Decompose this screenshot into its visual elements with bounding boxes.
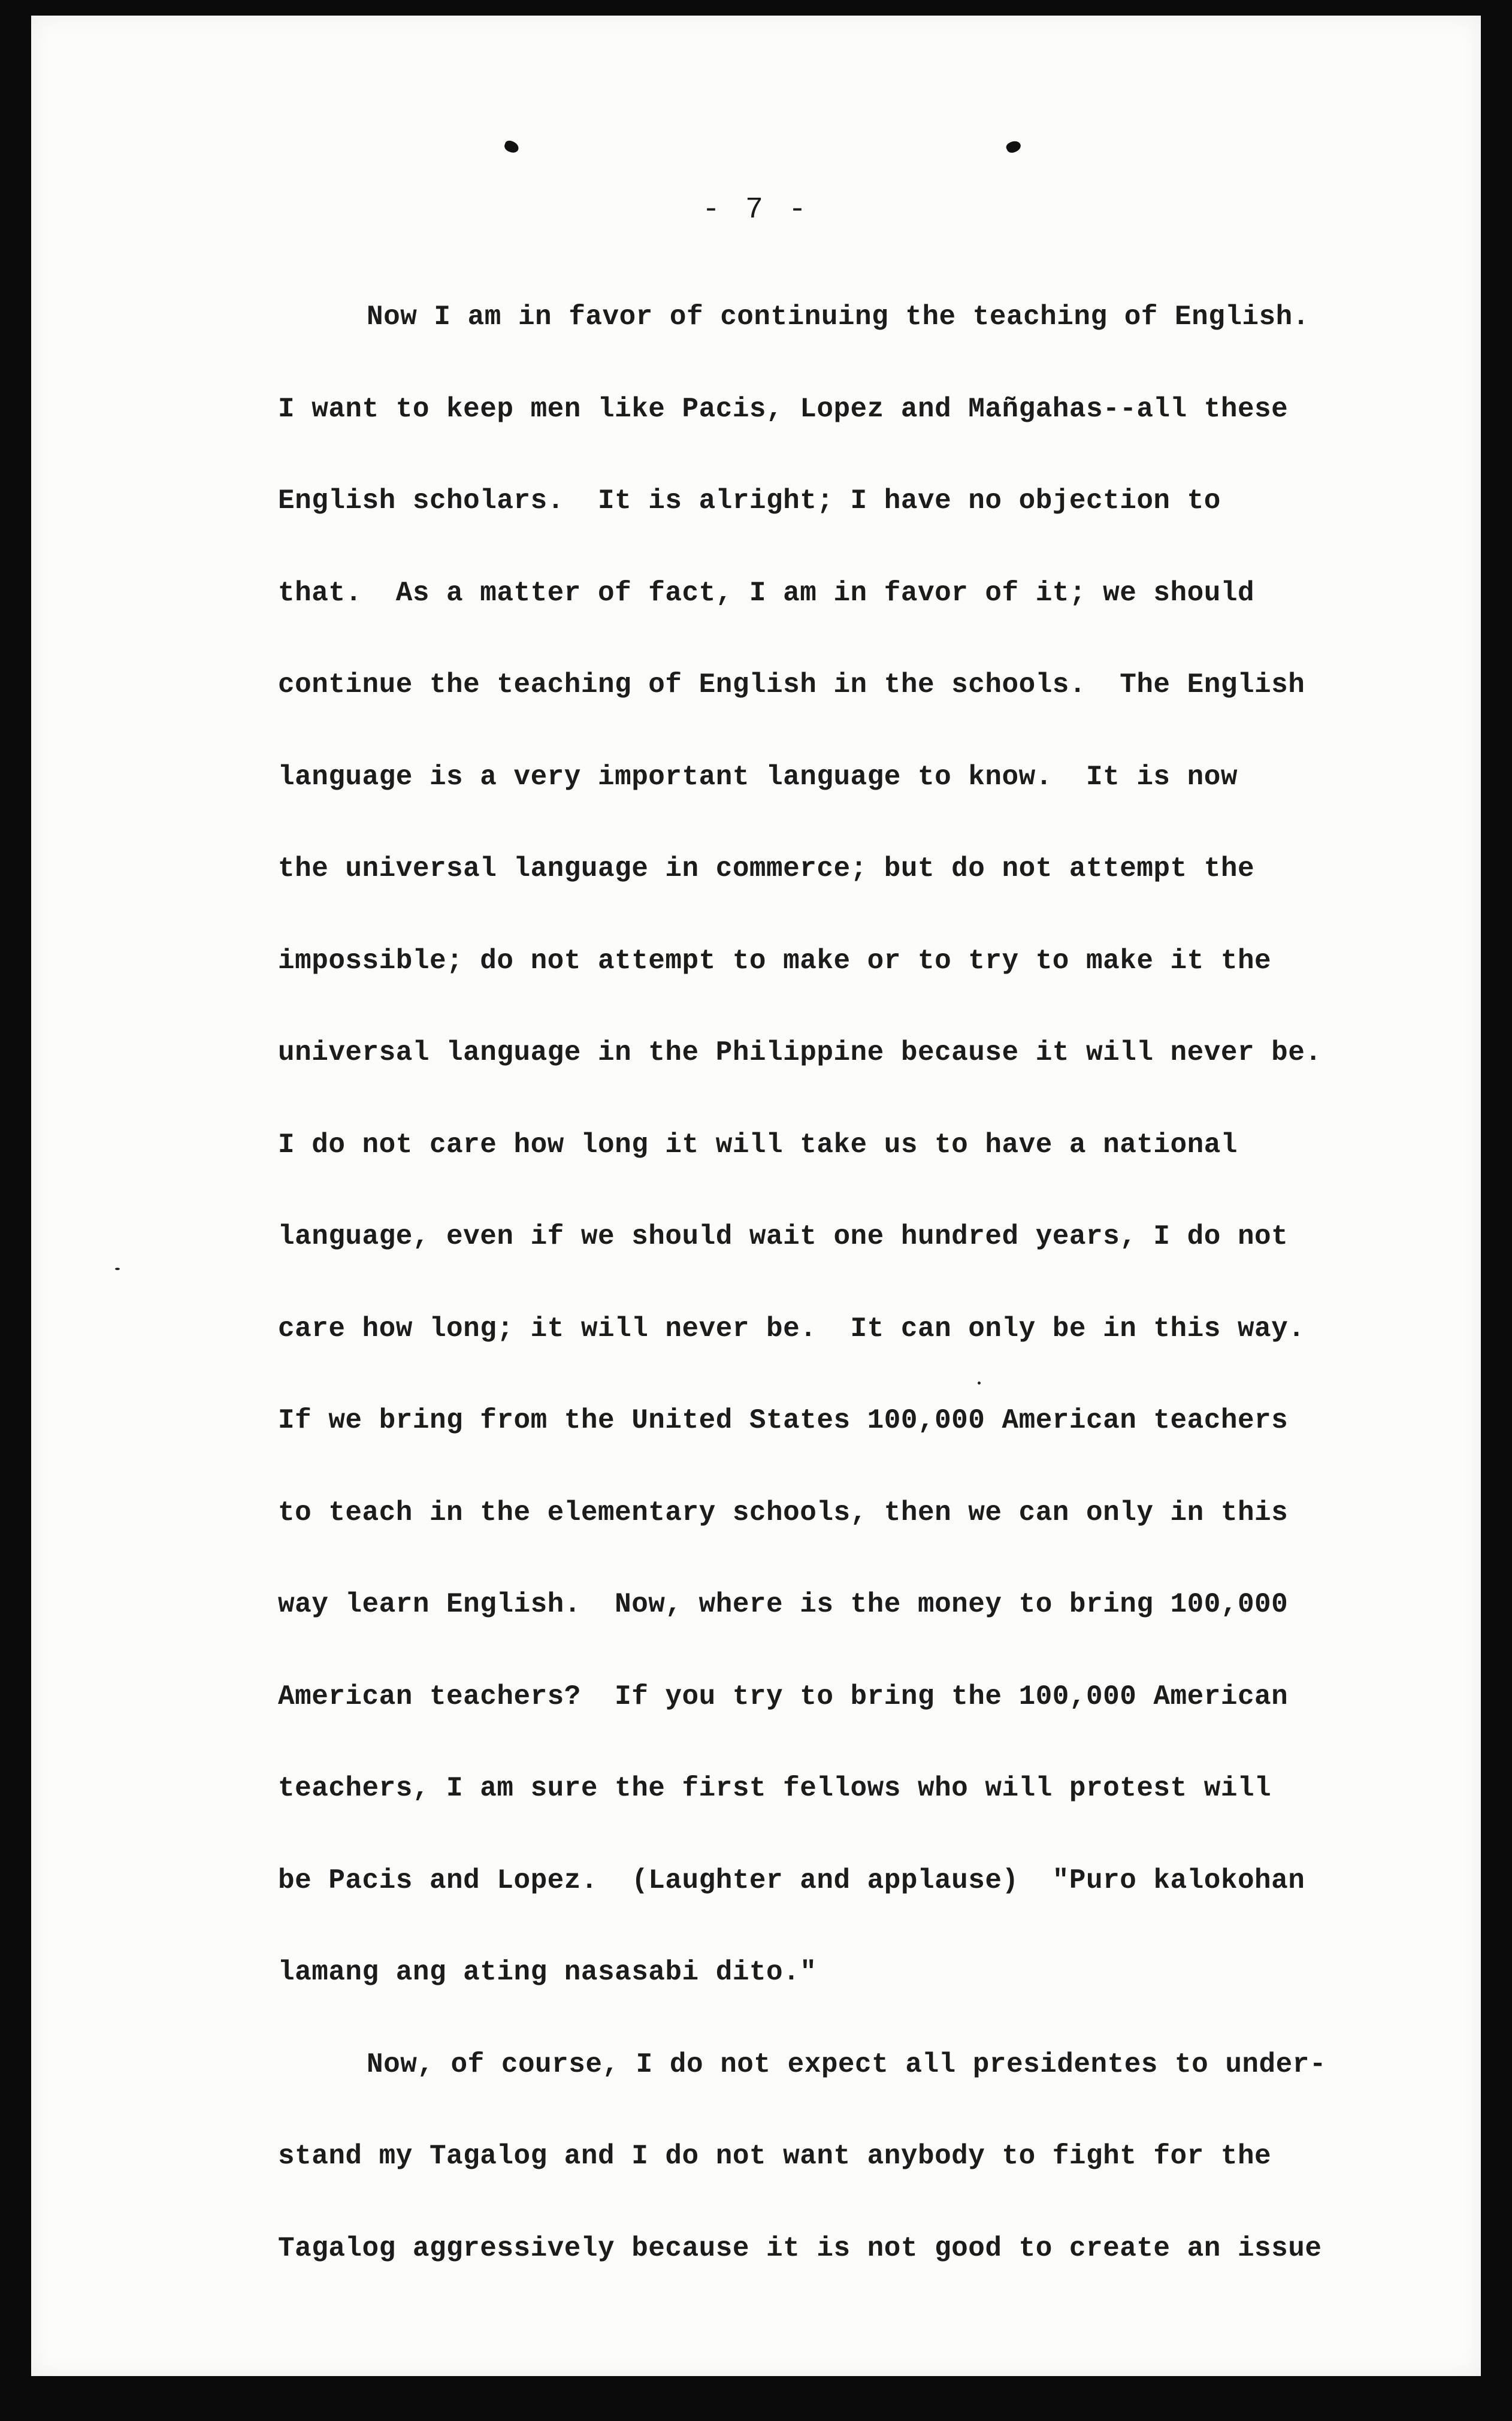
text-line: stand my Tagalog and I do not want anybody to fight for the — [278, 2141, 1272, 2172]
text-line: be Pacis and Lopez. (Laughter and applause) "Puro kalokohan — [278, 1864, 1305, 1896]
text-line: I want to keep men like Pacis, Lopez and Mañgahas--all these — [278, 393, 1289, 425]
text-line: lamang ang ating nasasabi dito." — [278, 1957, 817, 1988]
text-line: continue the teaching of English in the schools. The English — [278, 669, 1305, 700]
text-line: impossible; do not attempt to make or to try to make it the — [278, 945, 1272, 977]
text-line: that. As a matter of fact, I am in favor of it; we should — [278, 577, 1255, 609]
typewritten-page — [31, 16, 1481, 2376]
text-line: Now, of course, I do not expect all presidentes to under- — [367, 2048, 1326, 2080]
text-line: Now I am in favor of continuing the teaching of English. — [367, 301, 1310, 333]
text-line: language is a very important language to know. It is now — [278, 761, 1238, 793]
punch-mark-right — [1005, 139, 1022, 155]
text-line: teachers, I am sure the first fellows who will protest will — [278, 1773, 1272, 1804]
text-line: care how long; it will never be. It can only be in this way. — [278, 1313, 1305, 1344]
text-line: universal language in the Philippine because it will never be. — [278, 1037, 1322, 1068]
text-line: way learn English. Now, where is the money to bring 100,000 — [278, 1589, 1289, 1620]
text-line: language, even if we should wait one hundred years, I do not — [278, 1221, 1289, 1252]
text-line: American teachers? If you try to bring the 100,000 American — [278, 1681, 1289, 1712]
text-line: English scholars. It is alright; I have no objection to — [278, 485, 1221, 516]
text-line: the universal language in commerce; but do not attempt the — [278, 853, 1255, 884]
text-line: If we bring from the United States 100,000 American teachers — [278, 1405, 1289, 1436]
text-line: Tagalog aggressively because it is not good to create an issue — [278, 2232, 1322, 2264]
text-line: I do not care how long it will take us to have a national — [278, 1129, 1238, 1160]
body-text — [278, 284, 1452, 2307]
text-line: to teach in the elementary schools, then we can only in this — [278, 1497, 1289, 1528]
ink-speck — [115, 1268, 120, 1270]
punch-mark-left — [503, 139, 521, 154]
page-number: - 7 - — [701, 193, 811, 227]
